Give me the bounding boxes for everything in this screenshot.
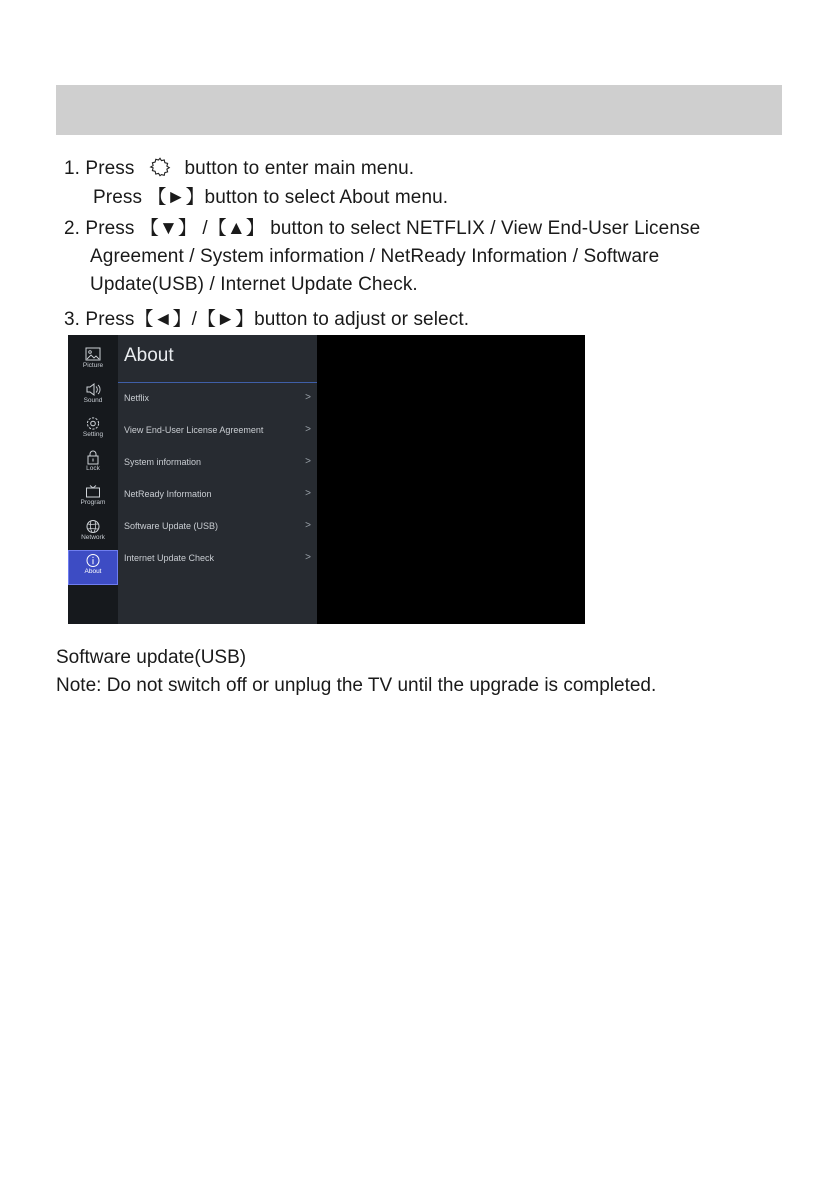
upgrade-note: Note: Do not switch off or unplug the TV until the upgrade is completed. bbox=[56, 675, 657, 696]
tv-sidebar bbox=[68, 335, 118, 624]
sidebar-label-sound: Sound bbox=[83, 397, 103, 404]
sidebar-label-program: Program bbox=[80, 499, 106, 506]
menu-item-label: Netflix bbox=[124, 393, 150, 403]
chevron-right-icon: > bbox=[305, 488, 311, 499]
sidebar-item-sound[interactable] bbox=[69, 380, 117, 413]
step-1-text-suffix: button to enter main menu. bbox=[184, 158, 415, 179]
preview-area bbox=[317, 335, 585, 624]
menu-item-label: NetReady Information bbox=[124, 489, 212, 499]
menu-gear-icon bbox=[149, 156, 171, 178]
chevron-right-icon: > bbox=[305, 520, 311, 531]
tv-icon bbox=[85, 484, 101, 499]
sidebar-item-about[interactable] bbox=[69, 551, 117, 584]
chevron-right-icon: > bbox=[305, 552, 311, 563]
info-icon bbox=[85, 553, 101, 568]
tv-menu-screenshot bbox=[68, 335, 585, 624]
menu-item-label: System information bbox=[124, 457, 202, 467]
menu-item-software-update-usb[interactable] bbox=[118, 513, 317, 543]
sidebar-label-picture: Picture bbox=[82, 362, 104, 369]
about-panel bbox=[118, 335, 317, 624]
sidebar-label-about: About bbox=[84, 568, 102, 575]
panel-title: About bbox=[124, 345, 174, 366]
globe-icon bbox=[85, 519, 101, 534]
sidebar-item-network[interactable] bbox=[69, 517, 117, 550]
chevron-right-icon: > bbox=[305, 456, 311, 467]
sidebar-label-lock: Lock bbox=[86, 465, 100, 472]
gear-icon bbox=[85, 416, 101, 431]
lock-icon bbox=[85, 450, 101, 465]
sidebar-label-network: Network bbox=[81, 534, 105, 541]
step-2-line-1: 2. Press 【▼】 /【▲】 button to select NETFLIX / View End-User License bbox=[64, 218, 701, 239]
speaker-icon bbox=[85, 382, 101, 397]
sidebar-item-program[interactable] bbox=[69, 482, 117, 515]
sidebar-label-setting: Setting bbox=[82, 431, 104, 438]
menu-item-netready-information[interactable] bbox=[118, 481, 317, 511]
step-3: 3. Press【◄】/【►】button to adjust or select. bbox=[64, 309, 470, 330]
menu-item-license[interactable] bbox=[118, 417, 317, 447]
menu-item-label: Internet Update Check bbox=[124, 553, 215, 563]
sidebar-item-setting[interactable] bbox=[69, 414, 117, 447]
software-update-title: Software update(USB) bbox=[56, 647, 247, 668]
step-2-line-3: Update(USB) / Internet Update Check. bbox=[90, 274, 418, 295]
menu-item-system-information[interactable] bbox=[118, 449, 317, 479]
chevron-right-icon: > bbox=[305, 424, 311, 435]
step-1-line-1 bbox=[64, 155, 414, 183]
chevron-right-icon: > bbox=[305, 392, 311, 403]
menu-item-label: View End-User License Agreement bbox=[124, 425, 264, 435]
step-1-text: 1. Press bbox=[64, 158, 135, 179]
menu-item-internet-update-check[interactable] bbox=[118, 545, 317, 575]
panel-divider bbox=[118, 382, 317, 383]
picture-icon bbox=[85, 347, 101, 362]
menu-item-label: Software Update (USB) bbox=[124, 521, 219, 531]
step-1-line-2: Press 【►】button to select About menu. bbox=[93, 187, 449, 208]
sidebar-item-picture[interactable] bbox=[69, 345, 117, 378]
section-header-bar bbox=[56, 85, 782, 135]
sidebar-item-lock[interactable] bbox=[69, 448, 117, 481]
step-2-line-2: Agreement / System information / NetReady Information / Software bbox=[90, 246, 660, 267]
menu-item-netflix[interactable] bbox=[118, 385, 317, 415]
